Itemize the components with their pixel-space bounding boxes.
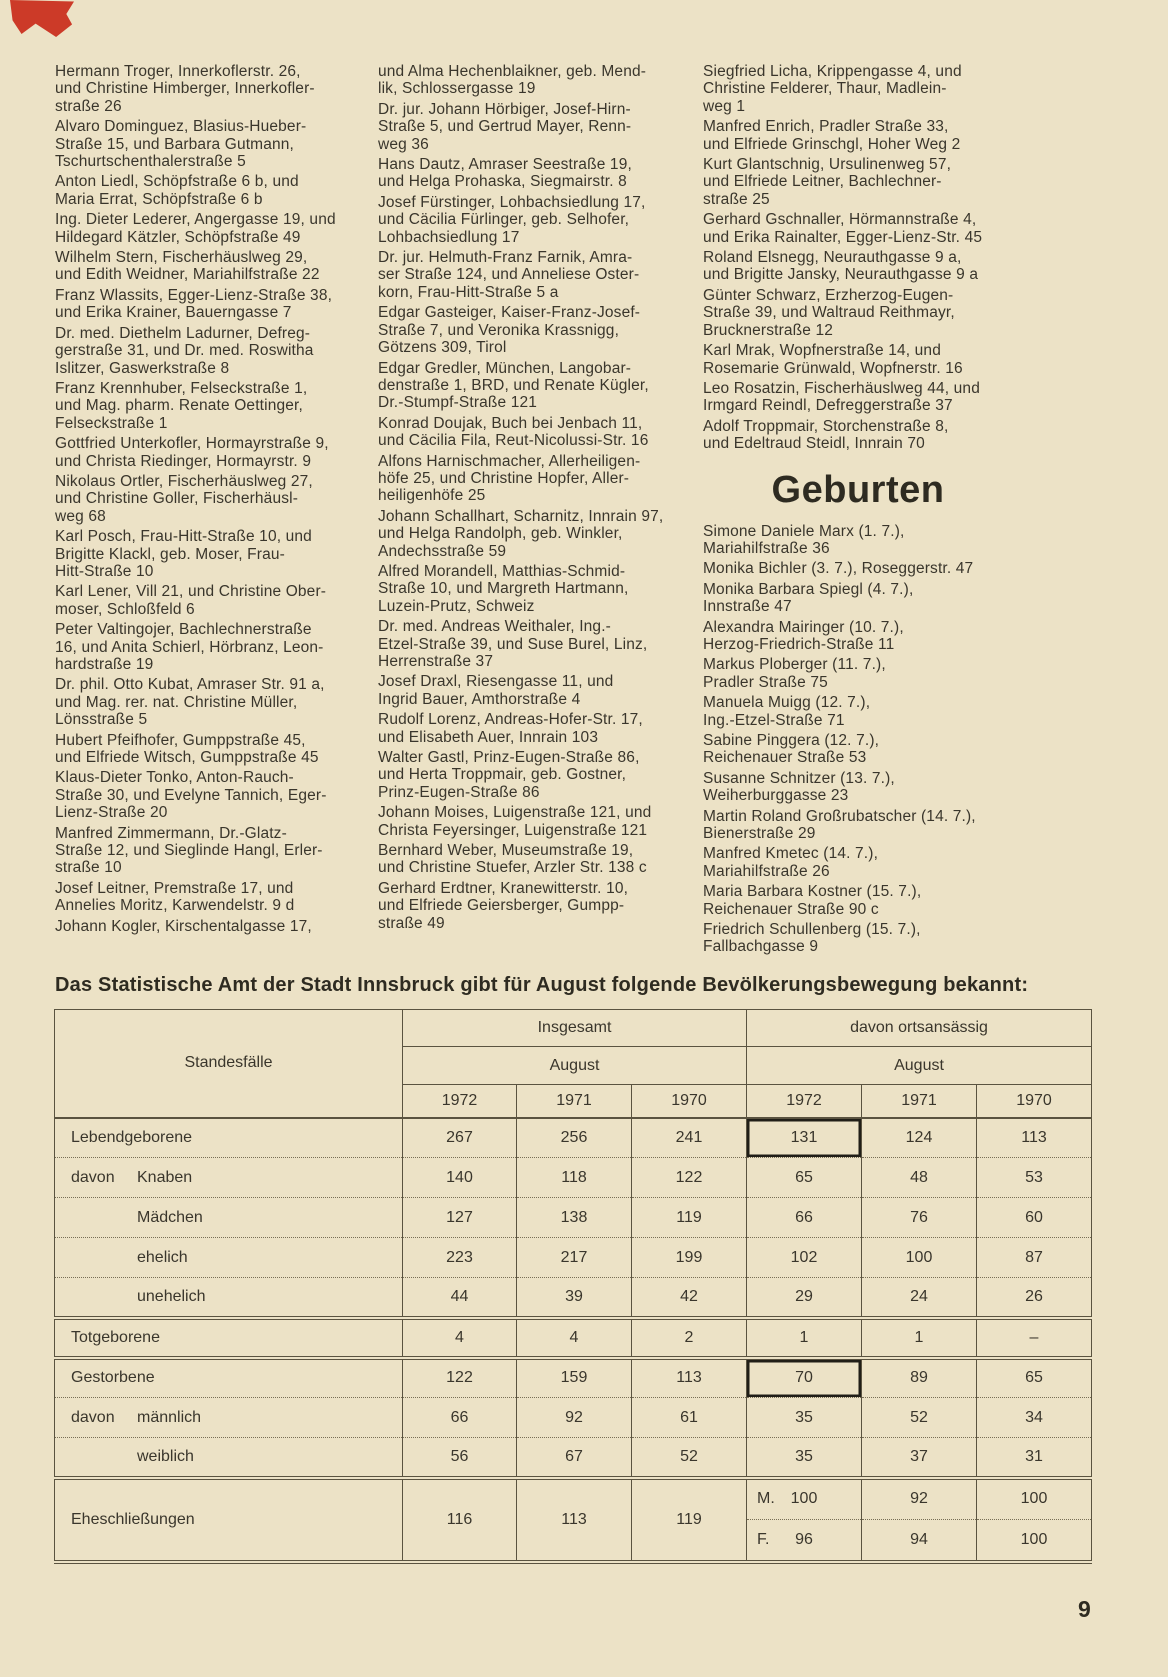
marriage-entry: Siegfried Licha, Krippengasse 4, und Christine Felderer, Thaur, Madlein- weg 1 xyxy=(703,63,962,115)
stat-value: 52 xyxy=(862,1398,977,1438)
stats-table-body xyxy=(55,1118,1092,1562)
stat-row-label xyxy=(55,1358,403,1398)
stats-caption: Das Statistische Amt der Stadt Innsbruck gibt für August folgende Bevölkerungsbewegung bekannt: xyxy=(55,974,1029,996)
stat-value: 119 xyxy=(632,1478,747,1562)
stat-value: 52 xyxy=(632,1438,747,1478)
stat-value: 24 xyxy=(862,1278,977,1318)
stat-value: 1 xyxy=(862,1318,977,1358)
marriage-entry: Dr. med. Andreas Weithaler, Ing.- Etzel-Straße 39, und Suse Burel, Linz, Herrenstraße 37 xyxy=(378,618,648,670)
births-list xyxy=(703,523,1013,956)
stat-value: 102 xyxy=(747,1238,862,1278)
stat-row-label-text: Gestorbene xyxy=(71,1369,155,1387)
stat-row-label xyxy=(55,1238,403,1278)
header-year: 1971 xyxy=(862,1085,977,1118)
stat-value: 4 xyxy=(403,1318,517,1358)
stat-value: 60 xyxy=(977,1198,1092,1238)
header-standesfaelle: Standesfälle xyxy=(55,1010,403,1118)
stat-split-cell xyxy=(977,1478,1092,1562)
marriage-entry: Alvaro Dominguez, Blasius-Hueber- Straße 15, und Barbara Gutmann, Tschurtschenthalerstraße 5 xyxy=(55,118,307,171)
stat-male-subrow xyxy=(862,1480,976,1520)
stat-value: 4 xyxy=(517,1318,632,1358)
marriage-entry: Josef Draxl, Riesengasse 11, und Ingrid Bauer, Amthorstraße 4 xyxy=(378,673,614,708)
stat-value: 34 xyxy=(977,1398,1092,1438)
stat-value: 48 xyxy=(862,1158,977,1198)
marriages-column-1 xyxy=(55,63,365,959)
stat-value: 140 xyxy=(403,1158,517,1198)
stat-row-label xyxy=(55,1158,403,1198)
stats-row xyxy=(55,1158,1092,1198)
header-year: 1972 xyxy=(403,1085,517,1118)
stat-value-boxed: 131 xyxy=(747,1118,862,1158)
stats-row xyxy=(55,1238,1092,1278)
stat-row-label xyxy=(55,1278,403,1318)
stat-value: 53 xyxy=(977,1158,1092,1198)
stats-row xyxy=(55,1198,1092,1238)
marriage-entry: Leo Rosatzin, Fischerhäuslweg 44, und Irmgard Reindl, Defreggerstraße 37 xyxy=(703,379,980,415)
marriage-entry: Dr. jur. Johann Hörbiger, Josef-Hirn- Straße 5, und Gertrud Mayer, Renn- weg 36 xyxy=(378,100,632,153)
marriage-entry: Alfred Morandell, Matthias-Schmid- Straße 10, und Margreth Hartmann, Luzein-Prutz, Schweiz xyxy=(378,562,629,615)
marriage-entry: Peter Valtingojer, Bachlechnerstraße 16, und Anita Schierl, Hörbranz, Leon- hardstraße 19 xyxy=(55,621,324,673)
marriage-entry: Dr. jur. Helmuth-Franz Farnik, Amra- ser Straße 124, und Anneliese Oster- korn, Frau-Hitt-Straße 5 a xyxy=(378,249,640,301)
marriage-entry: Gerhard Gschnaller, Hörmannstraße 4, und Erika Rainalter, Egger-Lienz-Str. 45 xyxy=(703,211,983,246)
stat-value: 61 xyxy=(632,1398,747,1438)
stat-row-prefix: davon xyxy=(71,1168,115,1186)
birth-entry: Monika Bichler (3. 7.), Roseggerstr. 47 xyxy=(703,560,974,578)
stat-value: 100 xyxy=(790,1490,818,1507)
stat-value: 113 xyxy=(632,1358,747,1398)
marriage-entry: Johann Moises, Luigenstraße 121, und Christa Feyersinger, Luigenstraße 121 xyxy=(378,804,652,839)
stat-value: 122 xyxy=(403,1358,517,1398)
stat-value: 1 xyxy=(747,1318,862,1358)
marriage-entry: Hubert Pfeifhofer, Gumppstraße 45, und Elfriede Witsch, Gumppstraße 45 xyxy=(55,731,319,767)
stat-row-label-text: Lebendgeborene xyxy=(71,1128,193,1146)
birth-entry: Martin Roland Großrubatscher (14. 7.), Bienerstraße 29 xyxy=(703,807,976,843)
stat-value-boxed: 70 xyxy=(747,1358,862,1398)
marriages-column-3 xyxy=(703,63,1013,453)
stat-value: 116 xyxy=(403,1478,517,1562)
marriage-entry: Roland Elsnegg, Neurauthgasse 9 a, und Brigitte Jansky, Neurauthgasse 9 a xyxy=(703,249,979,284)
stat-row-label-text: männlich xyxy=(137,1408,202,1426)
stat-value: 118 xyxy=(517,1158,632,1198)
stat-value: 159 xyxy=(517,1358,632,1398)
birth-entry: Friedrich Schullenberg (15. 7.), Fallbachgasse 9 xyxy=(703,921,921,956)
stat-value: 92 xyxy=(910,1490,928,1507)
marriage-entry: Adolf Troppmair, Storchenstraße 8, und Edeltraud Steidl, Innrain 70 xyxy=(703,417,949,453)
stat-value: 94 xyxy=(910,1530,928,1548)
marriage-entry: Josef Fürstinger, Lohbachsiedlung 17, und Cäcilia Fürlinger, geb. Selhofer, Lohbachsiedlung 17 xyxy=(378,193,646,246)
marriage-entry: Bernhard Weber, Museumstraße 19, und Christine Stuefer, Arzler Str. 138 c xyxy=(378,842,647,877)
birth-entry: Sabine Pinggera (12. 7.), Reichenauer Straße 53 xyxy=(703,732,880,767)
male-label: M. xyxy=(757,1490,775,1507)
column-3 xyxy=(703,63,1013,959)
marriage-entry: Franz Krennhuber, Felseckstraße 1, und Mag. pharm. Renate Oettinger, Felseckstraße 1 xyxy=(55,379,308,432)
stats-row xyxy=(55,1118,1092,1158)
marriage-entry: Dr. phil. Otto Kubat, Amraser Str. 91 a, und Mag. rer. nat. Christine Müller, Lönsstraße 5 xyxy=(55,676,325,729)
marriage-entry: Karl Mrak, Wopfnerstraße 14, und Rosemarie Grünwald, Wopfnerstr. 16 xyxy=(703,342,963,377)
marriage-entry: Konrad Doujak, Buch bei Jenbach 11, und Cäcilia Fila, Reut-Nicolussi-Str. 16 xyxy=(378,414,649,450)
marriage-entry: Manfred Enrich, Pradler Straße 33, und Elfriede Grinschgl, Hoher Weg 2 xyxy=(703,118,961,153)
birth-entry: Manfred Kmetec (14. 7.), Mariahilfstraße 26 xyxy=(703,845,879,880)
birth-entry: Alexandra Mairinger (10. 7.), Herzog-Friedrich-Straße 11 xyxy=(703,618,904,653)
marriage-entry: Hermann Troger, Innerkoflerstr. 26, und Christine Himberger, Innerkofler- straße 26 xyxy=(55,63,315,115)
stat-female-subrow xyxy=(747,1520,861,1560)
stat-value: 65 xyxy=(977,1358,1092,1398)
marriage-entry: Hans Dautz, Amraser Seestraße 19, und Helga Prohaska, Siegmairstr. 8 xyxy=(378,156,632,191)
header-year: 1970 xyxy=(977,1085,1092,1118)
marriage-entry: Kurt Glantschnig, Ursulinenweg 57, und Elfriede Leitner, Bachlechner- straße 25 xyxy=(703,156,952,208)
header-august-total: August xyxy=(403,1047,747,1085)
stat-value: 119 xyxy=(632,1198,747,1238)
marriage-entry: Ing. Dieter Lederer, Angergasse 19, und Hildegard Kätzler, Schöpfstraße 49 xyxy=(55,211,336,246)
marriage-entry: Karl Lener, Vill 21, und Christine Ober- moser, Schloßfeld 6 xyxy=(55,583,327,618)
stat-value: 66 xyxy=(403,1398,517,1438)
stat-male-subrow xyxy=(747,1480,861,1520)
stat-value: 113 xyxy=(517,1478,632,1562)
table-header-groups xyxy=(55,1010,1092,1047)
marriage-entry: Nikolaus Ortler, Fischerhäuslweg 27, und Christine Goller, Fischerhäusl- weg 68 xyxy=(55,472,313,525)
stat-row-label-text: Totgeborene xyxy=(71,1328,160,1346)
stat-female-subrow xyxy=(862,1520,976,1560)
stat-value: 67 xyxy=(517,1438,632,1478)
marriage-entry: Johann Schallhart, Scharnitz, Innrain 97, und Helga Randolph, geb. Winkler, Andechsstraße 59 xyxy=(378,507,664,560)
stat-row-prefix: davon xyxy=(71,1408,115,1426)
header-year: 1971 xyxy=(517,1085,632,1118)
stat-value: 76 xyxy=(862,1198,977,1238)
header-year: 1970 xyxy=(632,1085,747,1118)
marriage-entry: Rudolf Lorenz, Andreas-Hofer-Str. 17, und Elisabeth Auer, Innrain 103 xyxy=(378,711,643,746)
stat-row-label xyxy=(55,1438,403,1478)
stats-row xyxy=(55,1318,1092,1358)
stat-row-label xyxy=(55,1478,403,1562)
birth-entry: Susanne Schnitzer (13. 7.), Weiherburggasse 23 xyxy=(703,769,895,805)
stats-row xyxy=(55,1398,1092,1438)
birth-entry: Monika Barbara Spiegl (4. 7.), Innstraße 47 xyxy=(703,580,914,616)
stat-split-cell xyxy=(747,1478,862,1562)
stat-value: 127 xyxy=(403,1198,517,1238)
stat-value: 267 xyxy=(403,1118,517,1158)
stat-value: 37 xyxy=(862,1438,977,1478)
birth-entry: Manuela Muigg (12. 7.), Ing.-Etzel-Straße 71 xyxy=(703,694,871,729)
stat-value: 42 xyxy=(632,1278,747,1318)
text-columns xyxy=(55,63,1013,959)
stat-value: 87 xyxy=(977,1238,1092,1278)
stat-value: 66 xyxy=(747,1198,862,1238)
marriage-entry: Gottfried Unterkofler, Hormayrstraße 9, und Christa Riedinger, Hormayrstr. 9 xyxy=(55,435,329,470)
marriage-entry: Alfons Harnischmacher, Allerheiligen- höfe 25, und Christine Hopfer, Aller- heiligenhöfe 25 xyxy=(378,452,641,505)
stat-value: 29 xyxy=(747,1278,862,1318)
stat-value: 96 xyxy=(795,1530,813,1548)
marriage-entry: Manfred Zimmermann, Dr.-Glatz- Straße 12, und Sieglinde Hangl, Erler- straße 10 xyxy=(55,824,323,877)
birth-entry: Maria Barbara Kostner (15. 7.), Reichenauer Straße 90 c xyxy=(703,883,922,918)
marriage-entry: Walter Gastl, Prinz-Eugen-Straße 86, und Herta Troppmair, geb. Gostner, Prinz-Eugen-Straße 86 xyxy=(378,749,640,801)
stats-row-eheschliessungen xyxy=(55,1478,1092,1562)
stat-row-label xyxy=(55,1118,403,1158)
stat-value: 26 xyxy=(977,1278,1092,1318)
stat-value: 124 xyxy=(862,1118,977,1158)
marriage-entry: Anton Liedl, Schöpfstraße 6 b, und Maria Errat, Schöpfstraße 6 b xyxy=(55,173,299,208)
marriage-entry: Franz Wlassits, Egger-Lienz-Straße 38, und Erika Krainer, Bauerngasse 7 xyxy=(55,286,333,322)
stat-value: 2 xyxy=(632,1318,747,1358)
header-insgesamt: Insgesamt xyxy=(403,1010,747,1047)
stat-row-label xyxy=(55,1318,403,1358)
stat-value: 256 xyxy=(517,1118,632,1158)
stat-value: 35 xyxy=(747,1438,862,1478)
stat-row-label-text: Mädchen xyxy=(137,1208,203,1226)
stat-value: 100 xyxy=(862,1238,977,1278)
marriage-entry: Johann Kogler, Kirschentalgasse 17, xyxy=(55,917,312,935)
marriage-entry: und Alma Hechenblaikner, geb. Mend- lik, Schlossergasse 19 xyxy=(378,63,647,98)
stat-value: 241 xyxy=(632,1118,747,1158)
marriage-entry: Josef Leitner, Premstraße 17, und Annelies Moritz, Karwendelstr. 9 d xyxy=(55,879,295,915)
stat-value: 217 xyxy=(517,1238,632,1278)
stat-value: 56 xyxy=(403,1438,517,1478)
stat-row-label xyxy=(55,1198,403,1238)
marriage-entry: Wilhelm Stern, Fischerhäuslweg 29, und Edith Weidner, Mariahilfstraße 22 xyxy=(55,249,320,284)
birth-entry: Simone Daniele Marx (1. 7.), Mariahilfstraße 36 xyxy=(703,522,905,557)
female-label: F. xyxy=(757,1530,770,1548)
stats-row xyxy=(55,1278,1092,1318)
stat-value: 65 xyxy=(747,1158,862,1198)
stat-row-label-text: ehelich xyxy=(137,1248,188,1266)
stat-value: 92 xyxy=(517,1398,632,1438)
marriage-entry: Günter Schwarz, Erzherzog-Eugen- Straße 39, und Waltraud Reithmayr, Brucknerstraße 12 xyxy=(703,286,955,339)
stat-value: 113 xyxy=(977,1118,1092,1158)
stat-value: 100 xyxy=(1020,1530,1048,1548)
stat-split-cell xyxy=(862,1478,977,1562)
stat-value: 31 xyxy=(977,1438,1092,1478)
marriage-entry: Klaus-Dieter Tonko, Anton-Rauch- Straße 30, und Evelyne Tannich, Eger- Lienz-Straße 20 xyxy=(55,769,327,822)
stat-value: 89 xyxy=(862,1358,977,1398)
marriage-entry: Dr. med. Diethelm Ladurner, Defreg- gerstraße 31, und Dr. med. Roswitha Islitzer, Gaswerkstraße 8 xyxy=(55,324,314,377)
births-heading: Geburten xyxy=(771,468,945,511)
stat-value: 122 xyxy=(632,1158,747,1198)
stat-value: 39 xyxy=(517,1278,632,1318)
stat-row-label xyxy=(55,1398,403,1438)
marriage-entry: Gerhard Erdtner, Kranewitterstr. 10, und Elfriede Geiersberger, Gumpp- straße 49 xyxy=(378,879,629,932)
marriage-entry: Edgar Gasteiger, Kaiser-Franz-Josef- Straße 7, und Veronika Krassnigg, Götzens 309, Tirol xyxy=(378,304,641,357)
stat-value: 223 xyxy=(403,1238,517,1278)
marriage-entry: Karl Posch, Frau-Hitt-Straße 10, und Brigitte Klackl, geb. Moser, Frau- Hitt-Straße 10 xyxy=(55,528,312,580)
stats-row xyxy=(55,1438,1092,1478)
stat-row-label-text: weiblich xyxy=(137,1447,194,1465)
stat-value: 44 xyxy=(403,1278,517,1318)
page-number: 9 xyxy=(1078,1596,1091,1622)
stat-value: 138 xyxy=(517,1198,632,1238)
birth-entry: Markus Ploberger (11. 7.), Pradler Straße 75 xyxy=(703,656,886,691)
red-ink-mark xyxy=(10,0,74,37)
stat-male-subrow xyxy=(977,1480,1091,1520)
header-year: 1972 xyxy=(747,1085,862,1118)
stat-value: 199 xyxy=(632,1238,747,1278)
stat-female-subrow xyxy=(977,1520,1091,1560)
stat-value: 35 xyxy=(747,1398,862,1438)
header-ortsansaessig: davon ortsansässig xyxy=(747,1010,1092,1047)
header-august-local: August xyxy=(747,1047,1092,1085)
population-stats-table xyxy=(54,1009,1092,1564)
stat-value: 100 xyxy=(1020,1490,1048,1507)
marriage-entry: Edgar Gredler, München, Langobar- denstraße 1, BRD, und Renate Kügler, Dr.-Stumpf-Straße 121 xyxy=(378,359,649,412)
stat-row-label-text: Eheschließungen xyxy=(71,1510,195,1528)
stats-row xyxy=(55,1358,1092,1398)
stat-row-label-text: Knaben xyxy=(137,1168,193,1186)
stat-value: – xyxy=(977,1318,1092,1358)
stat-row-label-text: unehelich xyxy=(137,1287,206,1305)
marriages-column-2 xyxy=(378,63,690,959)
